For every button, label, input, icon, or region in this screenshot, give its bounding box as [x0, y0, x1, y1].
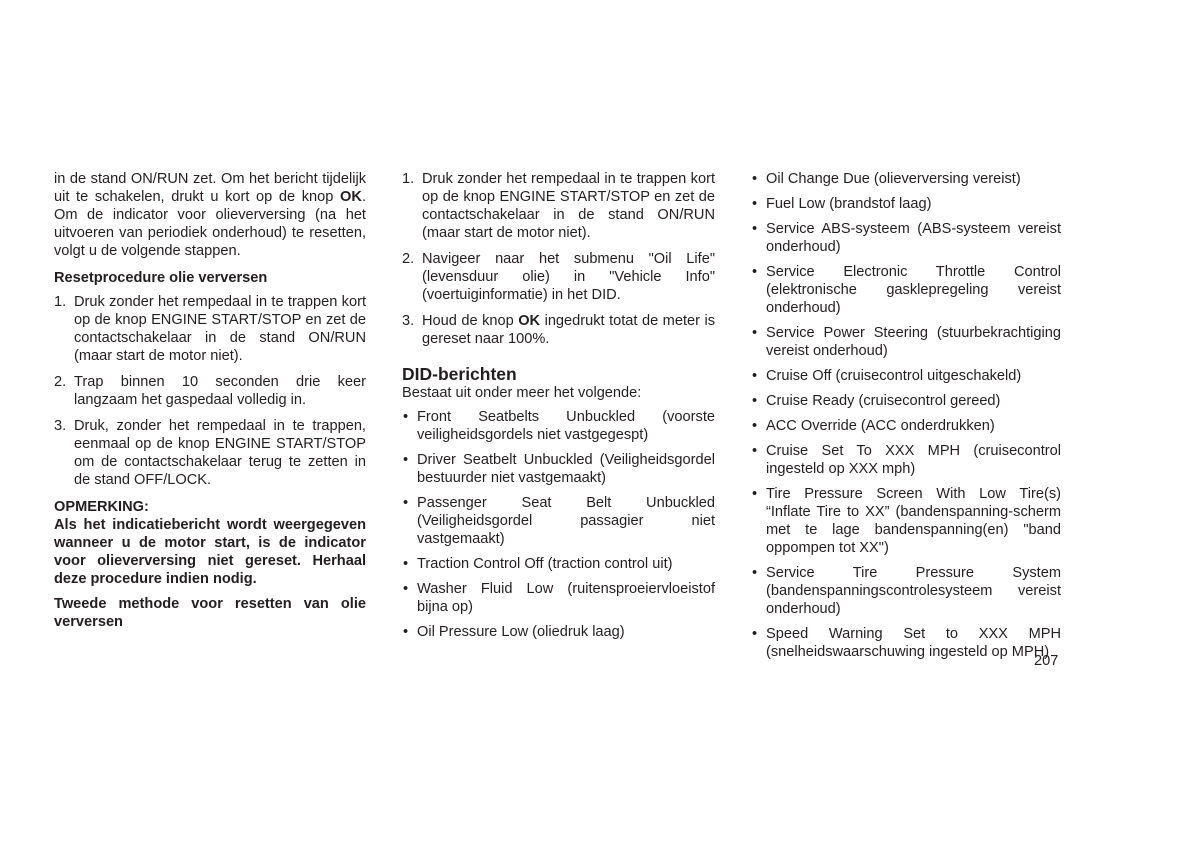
step-item	[54, 417, 366, 489]
bullet-icon: •	[752, 443, 758, 459]
second-method-steps-list	[402, 170, 715, 348]
list-item	[402, 580, 715, 616]
step-text-a: Houd de knop	[422, 313, 519, 329]
did-messages-subtext: Bestaat uit onder meer het volgende:	[402, 385, 642, 401]
list-item-text: Oil Change Due (olieverversing vereist)	[766, 171, 1021, 187]
step-text-b: ingedrukt totat de meter is gereset naar 100%.	[422, 313, 715, 347]
bullet-icon: •	[403, 495, 409, 511]
bullet-icon: •	[403, 624, 409, 640]
list-item	[751, 625, 1061, 661]
bullet-icon: •	[752, 393, 758, 409]
list-item-text: Cruise Set To XXX MPH (cruisecontrol ingesteld op XXX mph)	[766, 443, 1061, 477]
list-item-text: Speed Warning Set to XXX MPH (snelheidswaarschuwing ingesteld op MPH)	[766, 626, 1061, 660]
list-item-text: Cruise Off (cruisecontrol uitgeschakeld)	[766, 368, 1022, 384]
list-item-text: Service Power Steering (stuurbekrachtiging vereist onderhoud)	[766, 325, 1061, 359]
list-item-text: Service Tire Pressure System (bandenspanningscontrolesysteem vereist onderhoud)	[766, 565, 1061, 617]
did-messages-list	[402, 408, 715, 641]
step-number: 1.	[54, 294, 67, 310]
list-item-text: Service ABS-systeem (ABS-systeem vereist onderhoud)	[766, 221, 1061, 255]
list-item	[751, 263, 1061, 317]
list-item	[751, 417, 1061, 435]
list-item	[751, 442, 1061, 478]
list-item	[751, 324, 1061, 360]
list-item	[751, 367, 1061, 385]
bullet-icon: •	[403, 452, 409, 468]
step-item	[54, 373, 366, 409]
bullet-icon: •	[752, 418, 758, 434]
step-item	[54, 293, 366, 365]
intro-text-b: . Om de indicator voor olieverversing (na het uitvoeren van periodiek onderhoud) te resetten, volgt u de volgende stappen.	[54, 189, 366, 259]
page-number: 207	[1034, 653, 1059, 669]
step-number: 2.	[54, 374, 67, 390]
list-item-text: Washer Fluid Low (ruitensproeiervloeistof bijna op)	[417, 581, 715, 615]
list-item	[402, 623, 715, 641]
step-text: Navigeer naar het submenu "Oil Life" (levensduur olie) in "Vehicle Info" (voertuiginformatie) in het DID.	[422, 251, 715, 303]
list-item	[402, 555, 715, 573]
bullet-icon: •	[752, 626, 758, 642]
list-item	[402, 408, 715, 444]
step-text: Druk zonder het rempedaal in te trappen kort op de knop ENGINE START/STOP en zet de contactschakelaar in de stand ON/RUN (maar start de motor niet).	[74, 294, 366, 364]
note-label: OPMERKING:	[54, 499, 149, 515]
bullet-icon: •	[752, 196, 758, 212]
list-item-text: ACC Override (ACC onderdrukken)	[766, 418, 995, 434]
bullet-icon: •	[752, 264, 758, 280]
ok-button-label: OK	[340, 189, 362, 205]
bullet-icon: •	[752, 565, 758, 581]
intro-paragraph	[54, 170, 366, 260]
list-item-text: Passenger Seat Belt Unbuckled (Veiligheidsgordel passagier niet vastgemaakt)	[417, 495, 715, 547]
list-item	[402, 451, 715, 487]
step-text: Druk, zonder het rempedaal in te trappen, eenmaal op de knop ENGINE START/STOP om de contactschakelaar terug te zetten in de stand OFF/LOCK.	[74, 418, 366, 488]
ok-button-label: OK	[518, 313, 541, 329]
list-item	[751, 485, 1061, 557]
list-item	[751, 195, 1061, 213]
list-item-text: Oil Pressure Low (oliedruk laag)	[417, 624, 625, 640]
step-item	[402, 250, 715, 304]
step-number: 2.	[402, 251, 415, 267]
list-item-text: Front Seatbelts Unbuckled (voorste veiligheidsgordels niet vastgegespt)	[417, 409, 715, 443]
intro-text-a: in de stand ON/RUN zet. Om het bericht tijdelijk uit te schakelen, drukt u kort op de knop	[54, 171, 366, 205]
list-item	[751, 220, 1061, 256]
did-messages-list-continued	[751, 170, 1061, 661]
step-number: 3.	[402, 313, 415, 329]
list-item	[751, 564, 1061, 618]
second-method-title: Tweede methode voor resetten van olie verversen	[54, 596, 366, 630]
bullet-icon: •	[752, 368, 758, 384]
list-item	[402, 494, 715, 548]
column-middle	[402, 170, 715, 648]
bullet-icon: •	[403, 581, 409, 597]
step-text: Trap binnen 10 seconden drie keer langzaam het gaspedaal volledig in.	[74, 374, 366, 408]
step-item	[402, 312, 715, 348]
list-item-text: Driver Seatbelt Unbuckled (Veiligheidsgordel bestuurder niet vastgemaakt)	[417, 452, 715, 486]
bullet-icon: •	[752, 325, 758, 341]
list-item-text: Tire Pressure Screen With Low Tire(s) “Inflate Tire to XX” (bandenspanning-scherm met te lage bandenspanning(en) "band oppompen tot XX")	[766, 486, 1061, 556]
list-item	[751, 170, 1061, 188]
note-text: Als het indicatiebericht wordt weergegeven wanneer u de motor start, is de indicator voor olieverversing niet gereset. Herhaal deze procedure indien nodig.	[54, 517, 366, 587]
did-messages-heading: DID-berichten	[402, 364, 517, 384]
list-item-text: Cruise Ready (cruisecontrol gereed)	[766, 393, 1001, 409]
step-text: Druk zonder het rempedaal in te trappen kort op de knop ENGINE START/STOP en zet de contactschakelaar in de stand ON/RUN (maar start de motor niet).	[422, 171, 715, 241]
list-item-text: Traction Control Off (traction control uit)	[417, 556, 673, 572]
bullet-icon: •	[403, 409, 409, 425]
bullet-icon: •	[403, 556, 409, 572]
list-item	[751, 392, 1061, 410]
column-left	[54, 170, 366, 631]
column-right	[751, 170, 1061, 668]
step-number: 1.	[402, 171, 415, 187]
bullet-icon: •	[752, 171, 758, 187]
bullet-icon: •	[752, 486, 758, 502]
reset-steps-list	[54, 293, 366, 489]
section-title-reset: Resetprocedure olie verversen	[54, 270, 268, 286]
list-item-text: Service Electronic Throttle Control (elektronische gasklepregeling vereist onderhoud)	[766, 264, 1061, 316]
step-number: 3.	[54, 418, 67, 434]
bullet-icon: •	[752, 221, 758, 237]
list-item-text: Fuel Low (brandstof laag)	[766, 196, 932, 212]
step-item	[402, 170, 715, 242]
